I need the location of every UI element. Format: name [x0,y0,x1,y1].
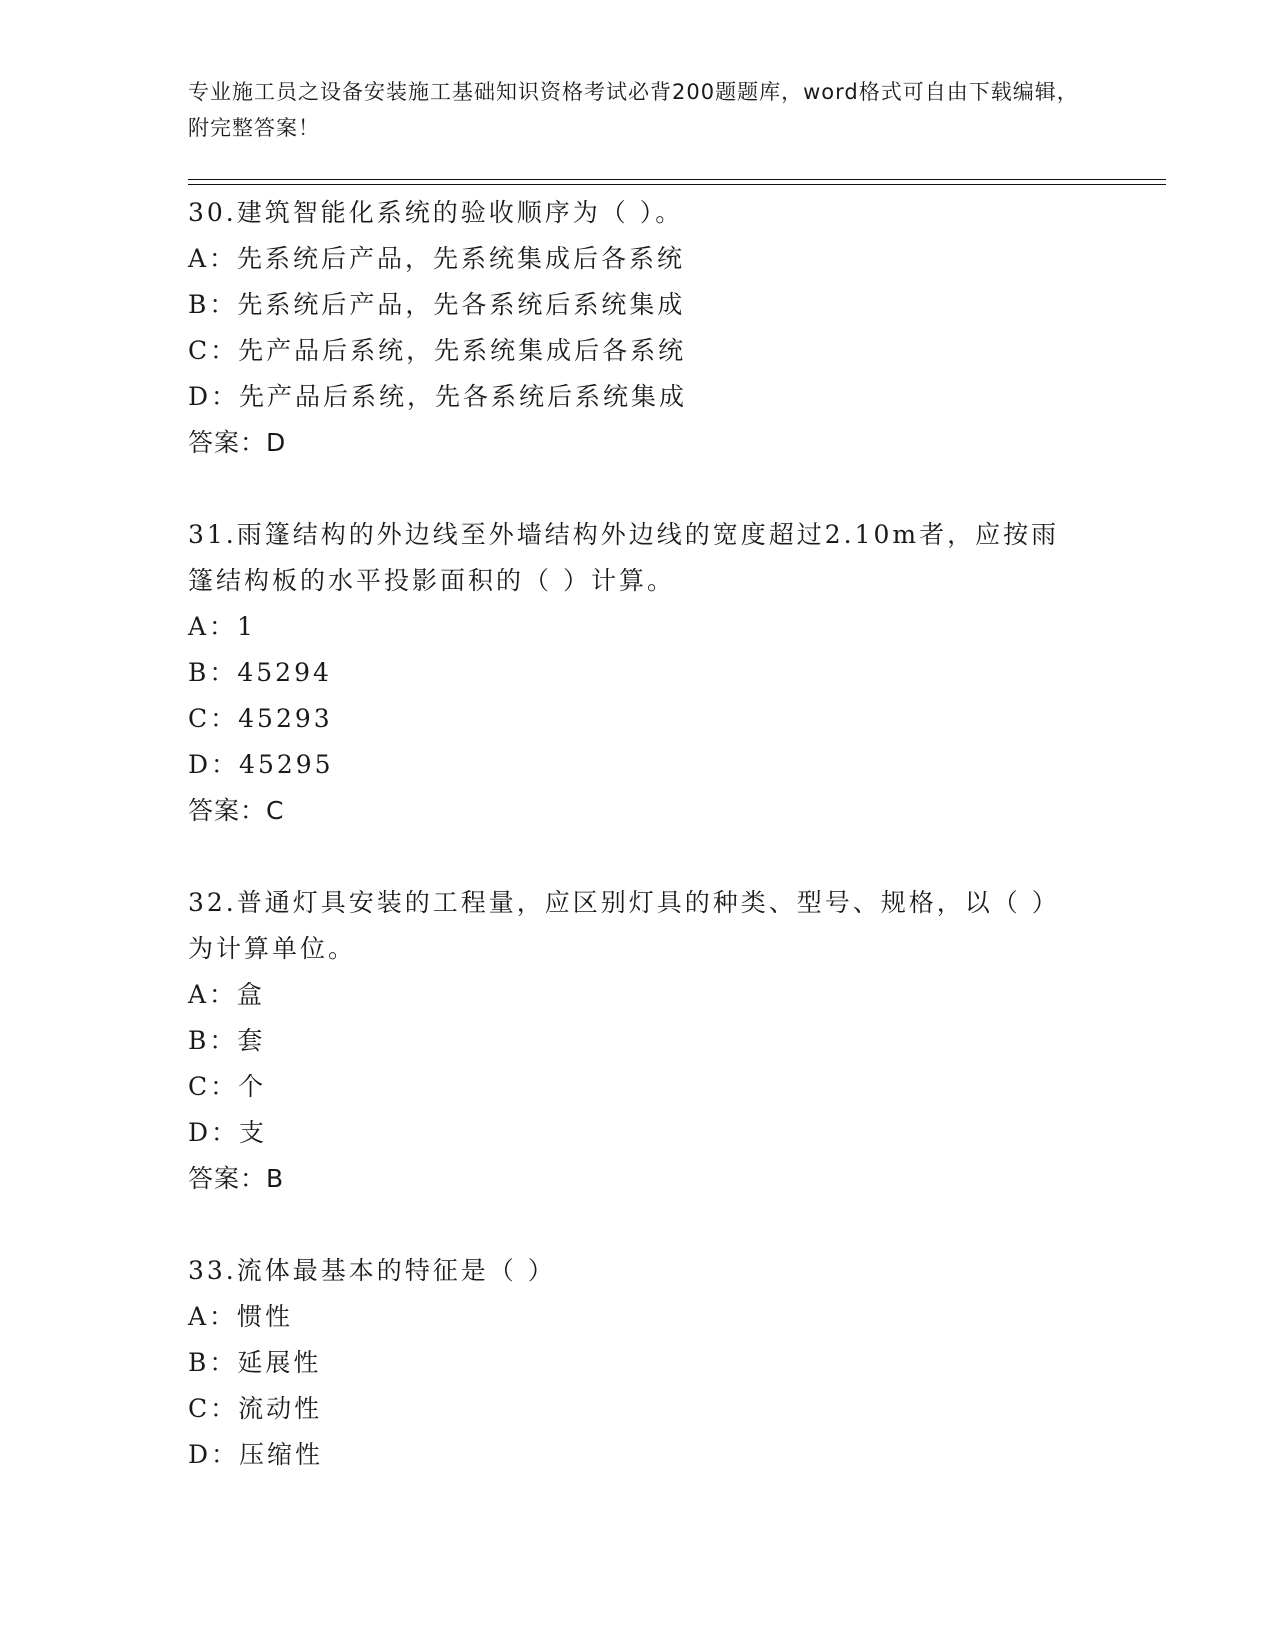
option-d: D：先产品后系统，先各系统后系统集成 [188,382,688,411]
option-d: D：45295 [188,750,334,779]
option-c: C：45293 [188,704,333,733]
question-30 [188,190,1088,466]
option-c: C：先产品后系统，先系统集成后各系统 [188,336,687,365]
question-stem: 31.雨篷结构的外边线至外墙结构外边线的宽度超过2.10m者，应按雨篷结构板的水平投影面积的（ ）计算。 [188,520,1060,595]
option-c: C：个 [188,1072,267,1101]
option-b: B：延展性 [188,1348,322,1377]
option-a: A：1 [188,612,256,641]
answer-line: 答案：C [188,796,285,825]
option-d: D：压缩性 [188,1440,324,1469]
option-d: D：支 [188,1118,268,1147]
header-divider-top [188,179,1166,180]
question-list [188,190,1088,1524]
option-c: C：流动性 [188,1394,323,1423]
question-33 [188,1248,1088,1478]
option-a: A：惯性 [188,1302,294,1331]
option-b: B：套 [188,1026,266,1055]
option-a: A：先系统后产品，先系统集成后各系统 [188,244,686,273]
question-32 [188,880,1088,1202]
question-stem: 30.建筑智能化系统的验收顺序为（ ）。 [188,198,684,227]
question-stem: 32.普通灯具安装的工程量，应区别灯具的种类、型号、规格，以（ ）为计算单位。 [188,888,1060,963]
option-b: B：45294 [188,658,332,687]
document-header [188,74,1088,146]
answer-line: 答案：B [188,1164,285,1193]
question-stem: 33.流体最基本的特征是（ ） [188,1256,556,1285]
question-31 [188,512,1088,834]
answer-line: 答案：D [188,428,287,457]
document-title: 专业施工员之设备安装施工基础知识资格考试必背200题题库，word格式可自由下载编辑，附完整答案！ [188,80,1079,140]
header-divider-bottom [188,184,1166,185]
option-a: A：盒 [188,980,266,1009]
option-b: B：先系统后产品，先各系统后系统集成 [188,290,686,319]
